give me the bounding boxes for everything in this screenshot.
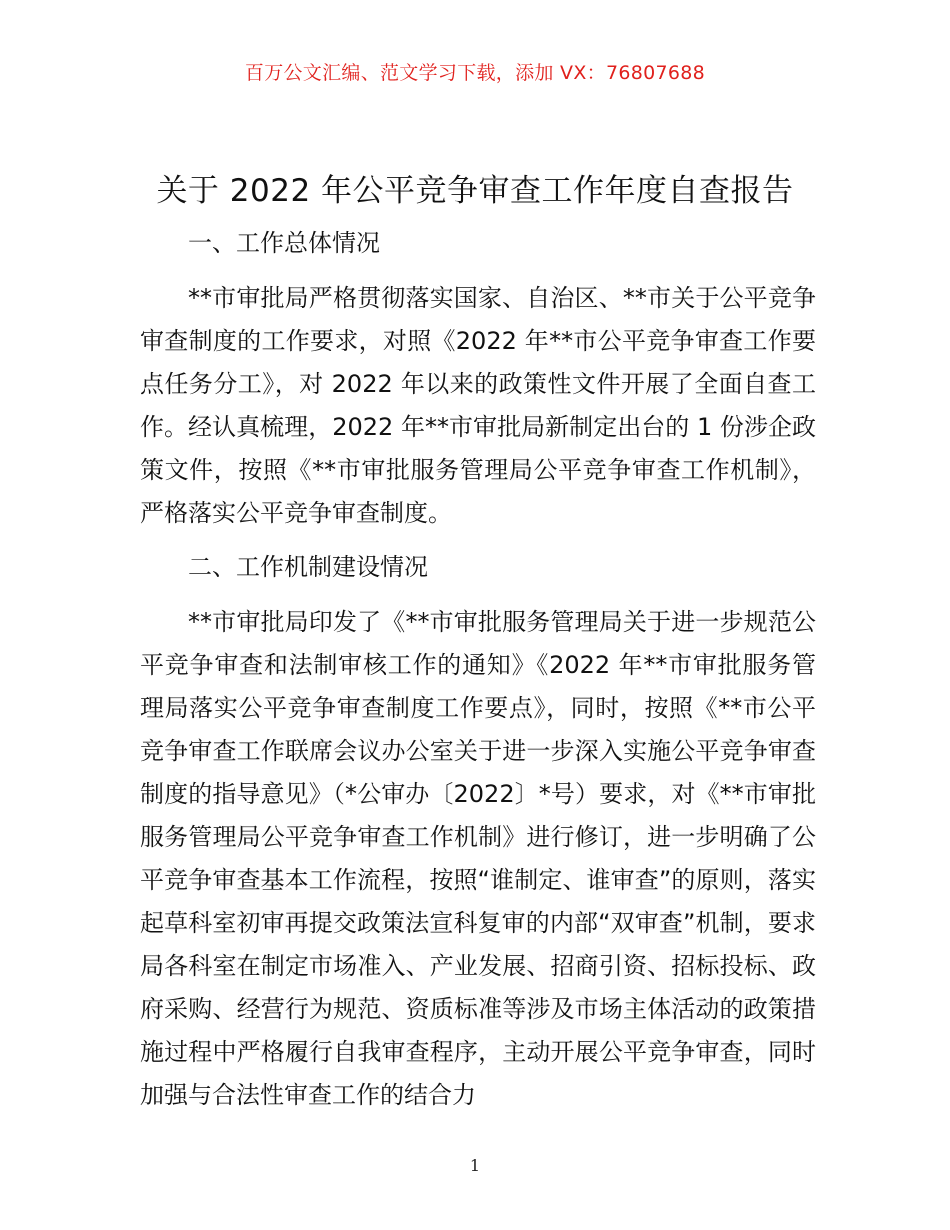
document-title: 关于 2022 年公平竞争审查工作年度自查报告: [156, 173, 794, 209]
section-mechanism: [140, 549, 816, 1117]
section-paragraph: **市审批局严格贯彻落实国家、自治区、**市关于公平竞争审查制度的工作要求，对照《2022 年**市公平竞争审查工作要点任务分工》，对 2022 年以来的政策性文件开展了全面自查工作。经认真梳理，2022 年**市审批局新制定出台的 1 份涉企政策文件，按照《**市审批服务管理局公平竞争审查工作机制》，严格落实公平竞争审查制度。: [140, 284, 816, 527]
section-heading: 二、工作机制建设情况: [188, 553, 428, 581]
watermark-banner: 百万公文汇编、范文学习下载，添加 VX：76807688: [244, 62, 706, 84]
section-heading: 一、工作总体情况: [188, 229, 380, 257]
document-body: [140, 225, 816, 1131]
section-paragraph: **市审批局印发了《**市审批服务管理局关于进一步规范公平竞争审查和法制审核工作的通知》《2022 年**市审批服务管理局落实公平竞争审查制度工作要点》，同时，按照《**市公平竞争审查工作联席会议办公室关于进一步深入实施公平竞争审查制度的指导意见》（*公审办〔2022〕*号）要求，对《**市审批服务管理局公平竞争审查工作机制》进行修订，进一步明确了公平竞争审查基本工作流程，按照“谁制定、谁审查”的原则，落实起草科室初审再提交政策法宣科复审的内部“双审查”机制，要求局各科室在制定市场准入、产业发展、招商引资、招标投标、政府采购、经营行为规范、资质标准等涉及市场主体活动的政策措施过程中严格履行自我审查程序，主动开展公平竞争审查，同时加强与合法性审查工作的结合力: [140, 608, 816, 1109]
section-overview: [140, 225, 816, 535]
page-number: 1: [469, 1156, 481, 1175]
